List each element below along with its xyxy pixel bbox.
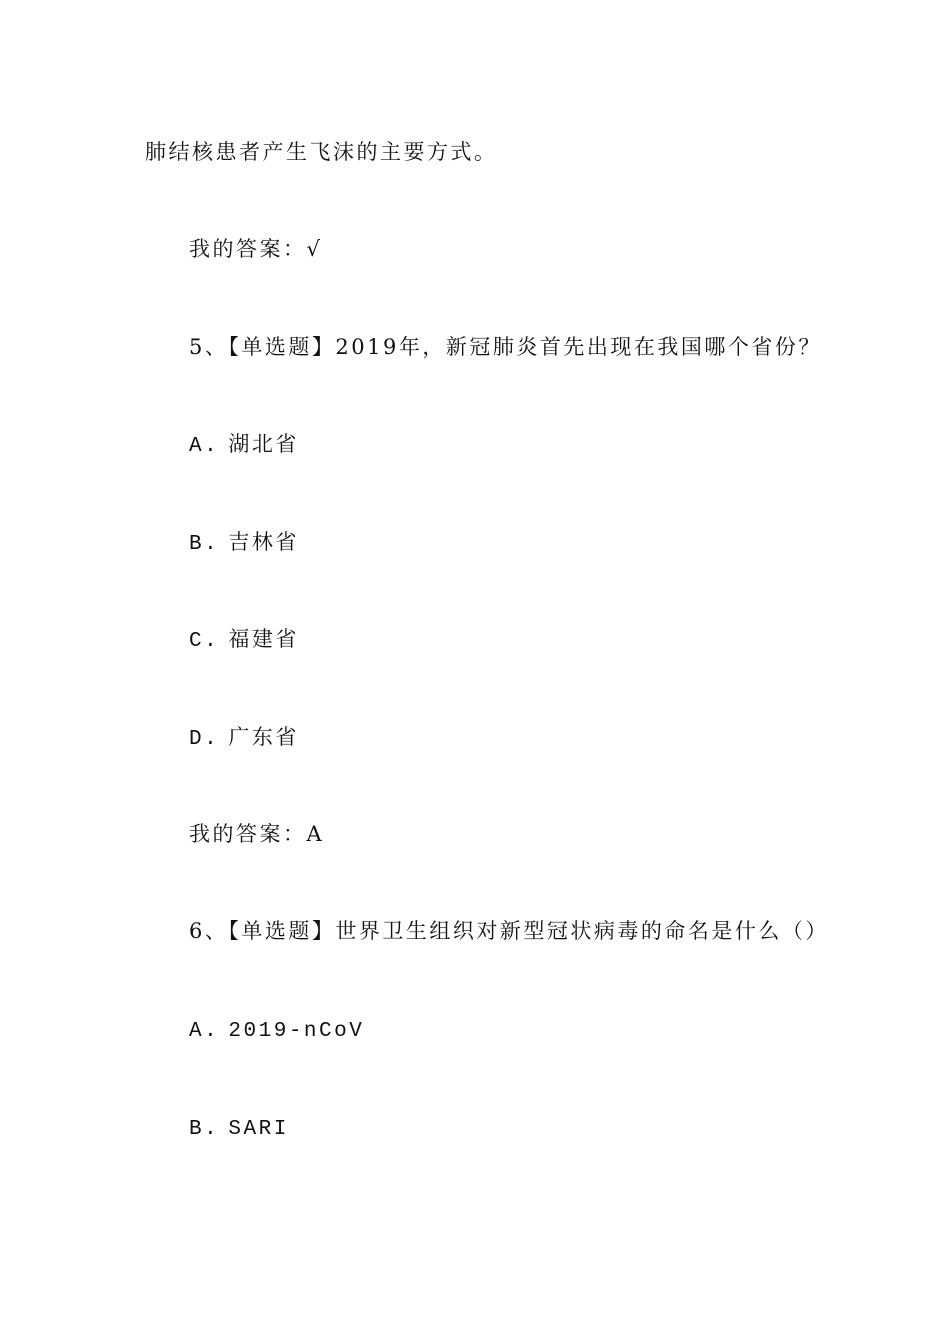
question-type: 【单选题】 <box>228 919 336 943</box>
option-text: 广东省 <box>228 725 299 749</box>
question-5 <box>189 332 822 362</box>
option-letter: B. <box>189 533 220 556</box>
question-6 <box>189 916 829 946</box>
option-letter: A. <box>189 435 220 458</box>
question-number: 5、 <box>189 335 229 359</box>
question-stem: 世界卫生组织对新型冠状病毒的命名是什么（） <box>335 919 829 943</box>
option-a <box>189 1014 364 1047</box>
option-letter: B. <box>189 1118 220 1141</box>
option-letter: C. <box>189 630 220 653</box>
option-text: 2019-nCoV <box>228 1020 365 1043</box>
continuation-text: 肺结核患者产生飞沫的主要方式。 <box>145 140 498 164</box>
option-d <box>189 722 299 755</box>
option-letter: A. <box>189 1020 220 1043</box>
option-text: 福建省 <box>228 627 299 651</box>
option-text: SARI <box>228 1118 289 1141</box>
option-a <box>189 429 299 462</box>
option-text: 湖北省 <box>228 432 299 456</box>
option-b <box>189 1112 289 1145</box>
question-stem: 2019年，新冠肺炎首先出现在我国哪个省份？ <box>335 335 822 359</box>
answer-line-q4: 我的答案：√ <box>189 237 323 261</box>
option-text: 吉林省 <box>228 530 299 554</box>
option-c <box>189 624 299 657</box>
option-b <box>189 527 299 560</box>
question-type: 【单选题】 <box>228 335 336 359</box>
question-number: 6、 <box>189 919 229 943</box>
answer-line-q5: 我的答案：A <box>189 822 325 846</box>
option-letter: D. <box>189 728 220 751</box>
